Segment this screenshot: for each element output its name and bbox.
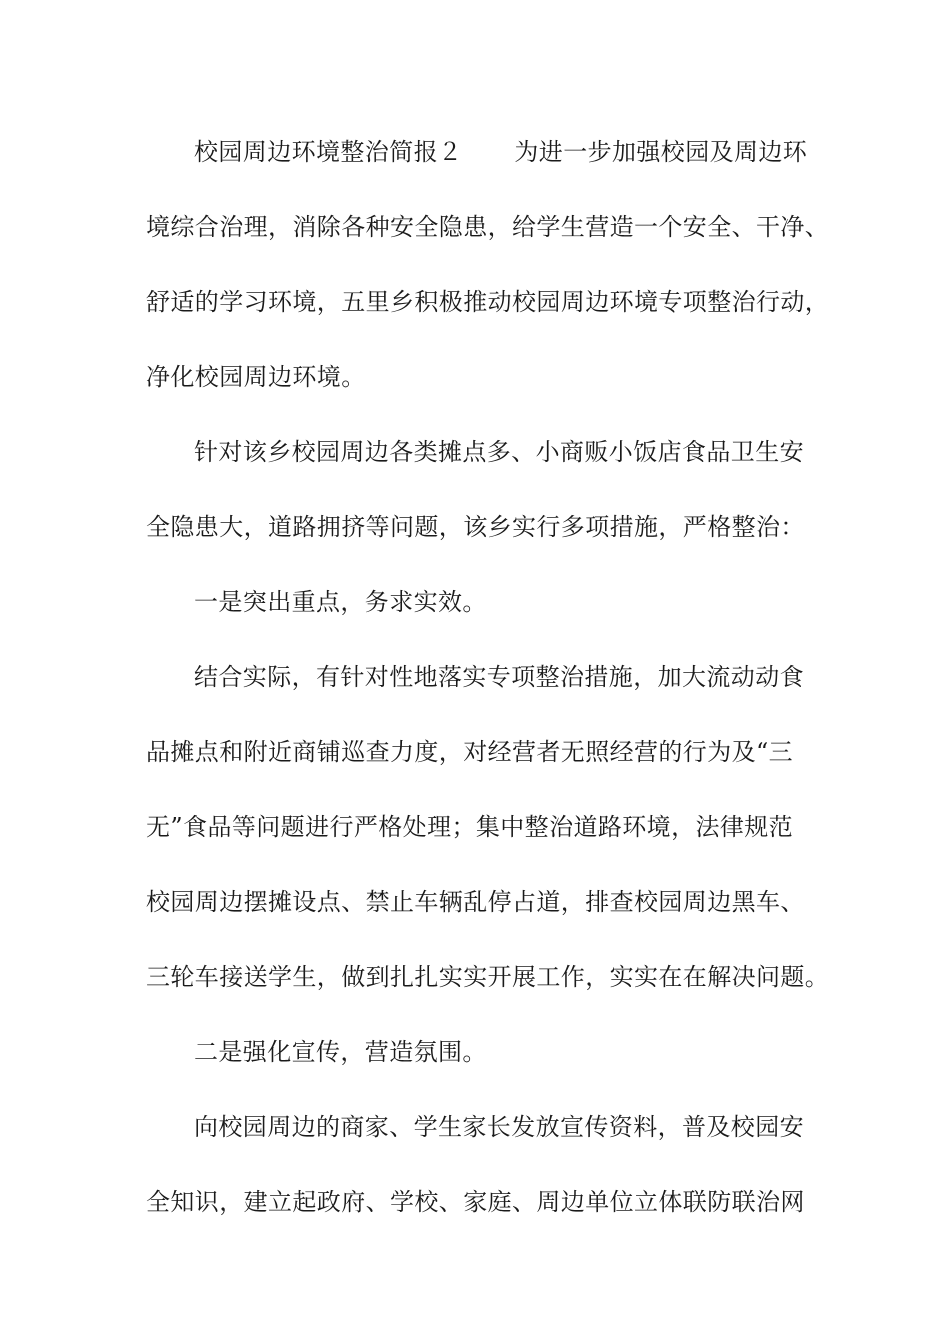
paragraph-line: 三轮车接送学生，做到扎扎实实开展工作，实实在在解决问题。 bbox=[146, 963, 830, 991]
paragraph-line: 净化校园周边环境。 bbox=[146, 363, 366, 391]
paragraph-line: 向校园周边的商家、学生家长发放宣传资料，普及校园安 bbox=[194, 1113, 804, 1141]
paragraph-line: 校园周边摆摊设点、禁止车辆乱停占道，排查校园周边黑车、 bbox=[146, 888, 805, 916]
paragraph-line: 针对该乡校园周边各类摊点多、小商贩小饭店食品卫生安 bbox=[194, 438, 804, 466]
paragraph-line: 全知识，建立起政府、学校、家庭、周边单位立体联防联治网 bbox=[146, 1188, 805, 1216]
section-heading: 二是强化宣传，营造氛围。 bbox=[194, 1038, 487, 1066]
document-first-line bbox=[194, 136, 874, 168]
paragraph-line: 为进一步加强校园及周边环 bbox=[514, 138, 808, 166]
paragraph-line: 境综合治理，消除各种安全隐患，给学生营造一个安全、干净、 bbox=[146, 213, 830, 241]
section-heading: 一是突出重点，务求实效。 bbox=[194, 588, 487, 616]
paragraph-line: 结合实际，有针对性地落实专项整治措施，加大流动动食 bbox=[194, 663, 804, 691]
paragraph-line: 舒适的学习环境，五里乡积极推动校园周边环境专项整治行动， bbox=[146, 288, 830, 316]
paragraph-line: 品摊点和附近商铺巡查力度，对经营者无照经营的行为及“三 bbox=[146, 738, 794, 766]
paragraph-line: 无”食品等问题进行严格处理；集中整治道路环境，法律规范 bbox=[146, 813, 794, 841]
document-title: 校园周边环境整治简报２ bbox=[194, 138, 463, 166]
paragraph-line: 全隐患大，道路拥挤等问题，该乡实行多项措施，严格整治： bbox=[146, 513, 805, 541]
